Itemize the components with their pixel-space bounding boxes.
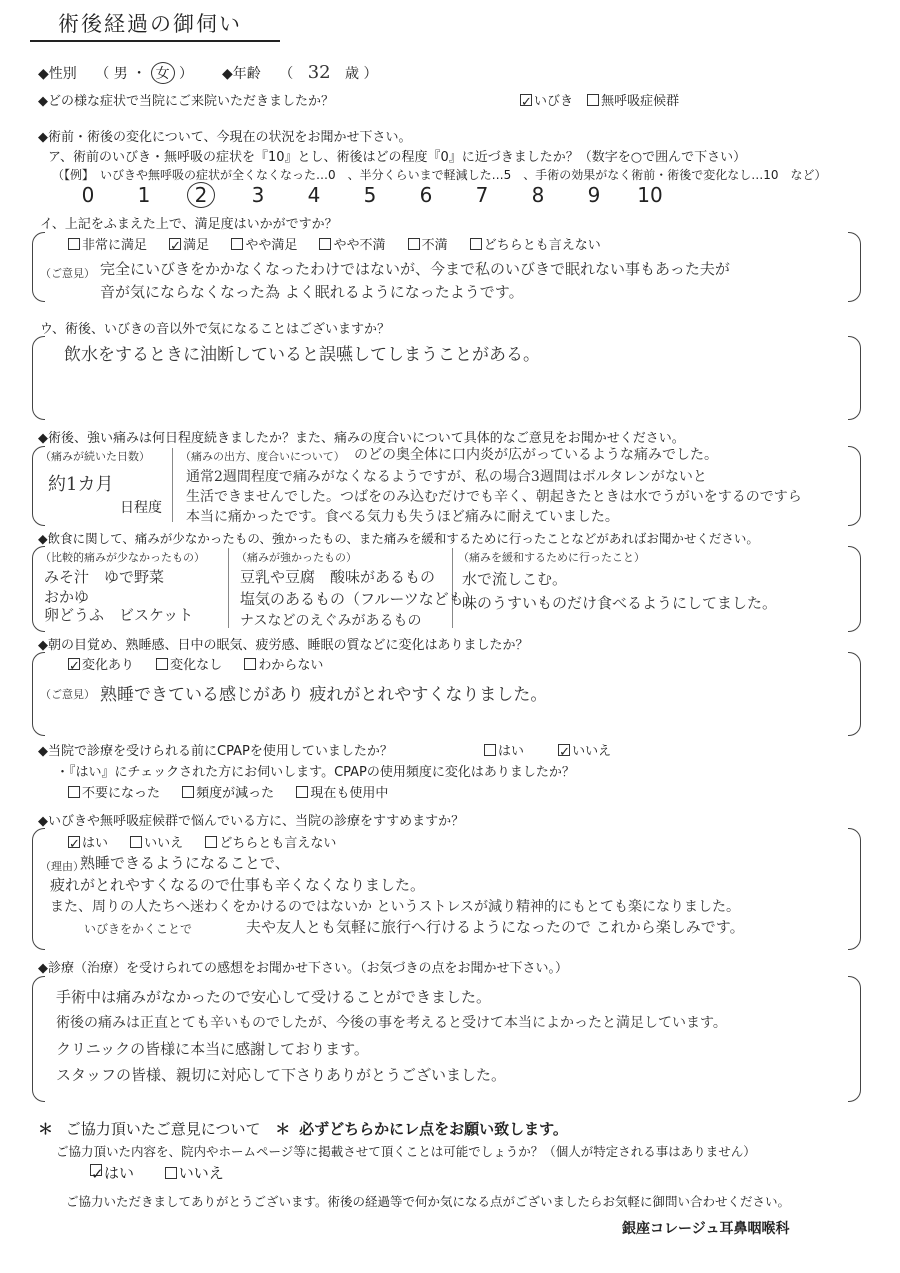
option-somewhat-satisfied[interactable] (231, 238, 243, 250)
cpap-followup: ・『はい』にチェックされた方にお伺いします。CPAPの使用頻度に変化はありましたか？ (56, 765, 575, 780)
recommend-reason-label: （理由） (40, 860, 84, 873)
satisfaction-question: イ、上記をふまえた上で、満足度はいかがですか？ (40, 217, 338, 232)
recommend-box-left (32, 828, 45, 950)
impression-box-left (32, 976, 45, 1102)
publish-no[interactable] (165, 1167, 177, 1179)
morning-question: ◆朝の目覚め、熟睡感、日中の眠気、疲労感、睡眠の質などに変化はありましたか？ (38, 638, 529, 653)
cpap-not-needed[interactable] (68, 786, 80, 798)
snoring-checkbox-checked[interactable]: ✓ (521, 95, 532, 110)
option-very-satisfied[interactable] (68, 238, 80, 250)
food-less-1: みそ汁 ゆで野菜 (44, 568, 165, 586)
pain-detail-1: のどの奥全体に口内炎が広がっているような痛みでした。 (354, 447, 718, 463)
cpap-question: ◆当院で診療を受けられる前にCPAPを使用していましたか？ (38, 744, 393, 759)
satisfaction-options: 非常に満足 ✓ 満足 やや満足 やや不満 不満 どちらとも言えない (68, 234, 601, 253)
option-unsatisfied[interactable] (408, 238, 420, 250)
recommend-reason-4: いびきをかくことで (84, 922, 193, 936)
change-example: （【例】 いびきや無呼吸の症状が全くなくなった…0 、半分くらいまで軽減した…5 、手術の効果がなく術前・術後で変化なし…10 など） (52, 168, 827, 182)
morning-unchanged[interactable] (156, 658, 168, 670)
scale-8[interactable]: 8 (531, 183, 545, 207)
change-scale (60, 182, 678, 208)
gender-male[interactable]: 男 (113, 66, 128, 82)
impression-line-4: スタッフの皆様、親切に対応して下さりありがとうございました。 (56, 1066, 507, 1084)
change-question-a: ア、術前のいびき・無呼吸の症状を『10』とし、術後はどの程度『0』に近づきましたか？（数字を○で囲んで下さい） (48, 150, 747, 165)
food-question: ◆飲食に関して、痛みが少なかったもの、強かったもの、また痛みを緩和するために行ったことなどがあればお聞かせください。 (38, 531, 759, 546)
morning-unknown[interactable] (244, 658, 256, 670)
cpap-options: はい ✓ いいえ (484, 740, 611, 759)
scale-6[interactable]: 6 (419, 183, 433, 207)
pain-days-unit: 日程度 (120, 500, 162, 516)
impression-line-2: 術後の痛みは正直とても辛いものでしたが、今後の事を考えると受けて本当によかったと満足しています。 (56, 1015, 727, 1031)
morning-changed-checked[interactable]: ✓ (69, 659, 80, 674)
scale-3[interactable]: 3 (251, 183, 265, 207)
gender-label: ◆性別 (38, 66, 77, 82)
clinic-name: 銀座コレージュ耳鼻咽喉科 (622, 1221, 790, 1237)
other-box-right (848, 336, 861, 420)
cpap-followup-options: 不要になった 頻度が減った 現在も使用中 (68, 782, 388, 801)
pain-detail-2: 通常2週間程度で痛みがなくなるようですが、私の場合3週間はボルタレンがないと (186, 469, 707, 485)
food-strong-1: 豆乳や豆腐 酸味があるもの (240, 568, 436, 586)
age-row: ◆年齢 （ 32 歳 ） (222, 62, 378, 83)
food-strong-2: 塩気のあるもの（フルーツなども） (240, 590, 479, 608)
recommend-neither[interactable] (205, 836, 217, 848)
recommend-yes-checked[interactable]: ✓ (69, 837, 80, 852)
recommend-reason-1: 熟睡できるようになることで、 (80, 854, 290, 872)
scale-5[interactable]: 5 (363, 183, 377, 207)
publish-yes-checked[interactable]: ✓ (91, 1165, 104, 1183)
pain-days-label: （痛みが続いた日数） (40, 450, 150, 463)
footer-question: ご協力頂いた内容を、院内やホームページ等に掲載させて頂くことは可能でしょうか？（個人が特定される事はありません） (56, 1144, 756, 1159)
scale-1[interactable]: 1 (137, 183, 151, 207)
scale-4[interactable]: 4 (307, 183, 321, 207)
satisfaction-comment-2: 音が気にならなくなった為 よく眠れるようになったようです。 (100, 283, 524, 301)
change-header: ◆術前・術後の変化について、今現在の状況をお聞かせ下さい。 (38, 130, 412, 145)
food-relief-2: 味のうすいものだけ食べるようにしてました。 (462, 594, 778, 612)
scale-7[interactable]: 7 (475, 183, 489, 207)
recommend-question: ◆いびきや無呼吸症候群で悩んでいる方に、当院の診療をすすめますか？ (38, 814, 465, 829)
food-box-right (848, 546, 861, 632)
other-box-left (32, 336, 45, 420)
option-satisfied-checked[interactable]: ✓ (170, 239, 182, 254)
morning-comment-label: （ご意見） (40, 688, 95, 701)
food-strong-label: （痛みが強かったもの） (236, 551, 357, 564)
cpap-no-checked[interactable]: ✓ (559, 745, 571, 760)
option-neither[interactable] (470, 238, 482, 250)
cpap-reduced[interactable] (182, 786, 194, 798)
cpap-still-using[interactable] (296, 786, 308, 798)
age-unit: 歳 (345, 66, 360, 82)
scale-0[interactable]: 0 (81, 183, 95, 207)
pain-question: ◆術後、強い痛みは何日程度続きましたか？また、痛みの度合いについて具体的なご意見をお聞かせください。 (38, 431, 685, 446)
pain-detail-3: 生活できませんでした。つばをのみ込むだけでも辛く、朝起きたときは水でうがいをするのですら (186, 489, 802, 505)
food-divider-1 (228, 548, 229, 628)
recommend-reason-3: また、周りの人たちへ迷わくをかけるのではないか というストレスが減り精神的にもとても楽になりました。 (50, 899, 741, 915)
satisfaction-box-right (848, 232, 861, 302)
page-title: 術後経過の御伺い (58, 12, 242, 36)
pain-detail-4: 本当に痛かったです。食べる気力も失うほど痛みに耐えていました。 (186, 509, 619, 525)
pain-divider (172, 448, 173, 522)
pain-box-right (848, 446, 861, 526)
gender-row: ◆性別 （ 男 ・ 女 ） (38, 62, 193, 84)
footer-must: 必ずどちらかにレ点をお願い致します。 (299, 1120, 568, 1138)
food-relief-label: （痛みを緩和するために行ったこと） (458, 551, 645, 564)
footer-note-row: ＊ ご協力頂いたご意見について ＊ 必ずどちらかにレ点をお願い致します。 (38, 1120, 568, 1138)
food-strong-3: ナスなどのえぐみがあるもの (240, 613, 422, 629)
age-value[interactable]: 32 (307, 62, 331, 83)
morning-options: ✓ 変化あり 変化なし わからない (69, 658, 324, 674)
recommend-reason-5: 夫や友人とも気軽に旅行へ行けるようになったので これから楽しみです。 (246, 918, 745, 936)
title-underline (30, 40, 280, 42)
scale-9[interactable]: 9 (587, 183, 601, 207)
age-label: ◆年齢 (222, 66, 261, 82)
pain-days-value: 約1カ月 (48, 474, 114, 495)
gender-female-selected[interactable]: 女 (151, 62, 175, 84)
recommend-box-right (848, 828, 861, 950)
satisfaction-comment-label: （ご意見） (40, 267, 95, 280)
apnea-checkbox[interactable] (587, 94, 599, 106)
recommend-reason-2: 疲れがとれやすくなるので仕事も辛くなくなりました。 (50, 876, 426, 894)
symptom-question: ◆どの様な症状で当院にご来院いただきましたか？ (38, 94, 334, 109)
scale-2-selected[interactable]: 2 (187, 182, 215, 208)
morning-comment: 熟睡できている感じがあり 疲れがとれやすくなりました。 (100, 685, 548, 705)
morning-box-right (848, 652, 861, 736)
food-less-3: 卵どうふ ビスケット (44, 606, 194, 624)
impression-line-3: クリニックの皆様に本当に感謝しております。 (56, 1040, 369, 1058)
impression-question: ◆診療（治療）を受けられての感想をお聞かせ下さい。（お気づきの点をお聞かせ下さい。） (38, 961, 568, 976)
impression-box-right (848, 976, 861, 1102)
footer-note: ご協力頂いたご意見について (65, 1120, 261, 1138)
pain-detail-label: （痛みの出方、度合いについて） (180, 450, 345, 463)
impression-line-1: 手術中は痛みがなかったので安心して受けることができました。 (56, 988, 492, 1006)
recommend-no[interactable] (130, 836, 142, 848)
food-less-2: おかゆ (44, 588, 90, 606)
food-less-label: （比較的痛みが少なかったもの） (40, 551, 205, 564)
option-somewhat-unsatisfied[interactable] (319, 238, 331, 250)
food-relief-1: 水で流しこむ。 (462, 570, 568, 588)
symptom-options: ✓ いびき 無呼吸症候群 (521, 94, 680, 110)
other-concern-answer: 飲水をするときに油断していると誤嚥してしまうことがある。 (64, 345, 540, 365)
footer-options: ✓はい いいえ (91, 1164, 224, 1183)
other-concern-question: ウ、術後、いびきの音以外で気になることはございますか？ (40, 322, 390, 337)
cpap-yes[interactable] (484, 744, 496, 756)
scale-10[interactable]: 10 (637, 183, 663, 207)
recommend-options: ✓ はい いいえ どちらとも言えない (69, 836, 337, 852)
footer-thanks: ご協力いただきましてありがとうございます。術後の経過等で何か気になる点がございましたらお気軽に御問い合わせください。 (66, 1194, 791, 1209)
satisfaction-comment-1: 完全にいびきをかかなくなったわけではないが、今まで私のいびきで眠れない事もあった夫が (100, 260, 730, 278)
